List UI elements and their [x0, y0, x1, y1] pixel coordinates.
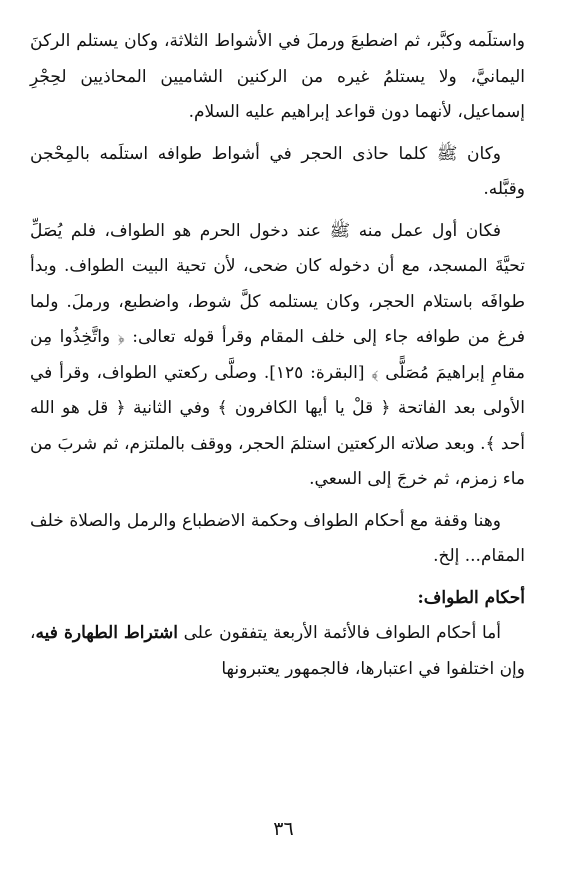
paragraph-4: وهنا وقفة مع أحكام الطواف وحكمة الاضطباع والرمل والصلاة خلف المقام... إلخ.	[30, 510, 525, 566]
page-number: ٣٦	[273, 818, 294, 840]
paragraph-3: فكان أول عمل منه ﷺ عند دخول الحرم هو الطواف، فلم يُصَلِّ تحيَّةَ المسجد، مع أن دخوله كان ضحى، لأن تحية البيت الطواف. وبدأ طوافَه باستلام الحجر، وكان يستلمه كلَّ شوط، واضطبع، ورملَ. ولما فرغ من طوافه جاء إلى خلف المقام وقرأ قوله تعالى: ﴿ واتَّخِذُوا مِن مقامِ إبراهيمَ مُصَلًّى ﴾ [البقرة: ١٢٥]. وصلَّى ركعتي الطواف، وقرأ في الأولى بعد الفاتحة ﴿ قلْ يا أيها الكافرون ﴾ وفي الثانية ﴿ قل هو الله أحد ﴾. وبعد صلاته الركعتين استلمَ الحجر، ووقف بالملتزم، ثم شربَ من ماء زمزم، ثم خرجَ إلى السعي.	[30, 220, 525, 489]
page-body	[30, 24, 525, 854]
section-heading: أحكام الطواف:	[417, 587, 525, 608]
paragraph-5-bold-text: اشتراط الطهارة فيه	[35, 623, 178, 643]
paragraph-5-text-end: ، وإن اختلفوا في اعتبارها، فالجمهور يعتبرونها	[30, 623, 525, 679]
paragraph-2: وكان ﷺ كلما حاذى الحجر في أشواط طوافه استلَمه بالمِحْجن وقبَّله.	[30, 143, 525, 199]
paragraph-5	[30, 616, 525, 687]
paragraph-5-text-start: أما أحكام الطواف فالأئمة الأربعة يتفقون على	[177, 623, 502, 643]
paragraph-1: واستلَمه وكبَّر، ثم اضطبعَ ورملَ في الأشواط الثلاثة، وكان يستلم الركنَ اليمانيَّ، ولا يستلمُ غيره من الركنين الشاميين المحاذيين لحِجْرِ إسماعيل، لأنهما دون قواعد إبراهيم عليه السلام.	[30, 31, 525, 122]
